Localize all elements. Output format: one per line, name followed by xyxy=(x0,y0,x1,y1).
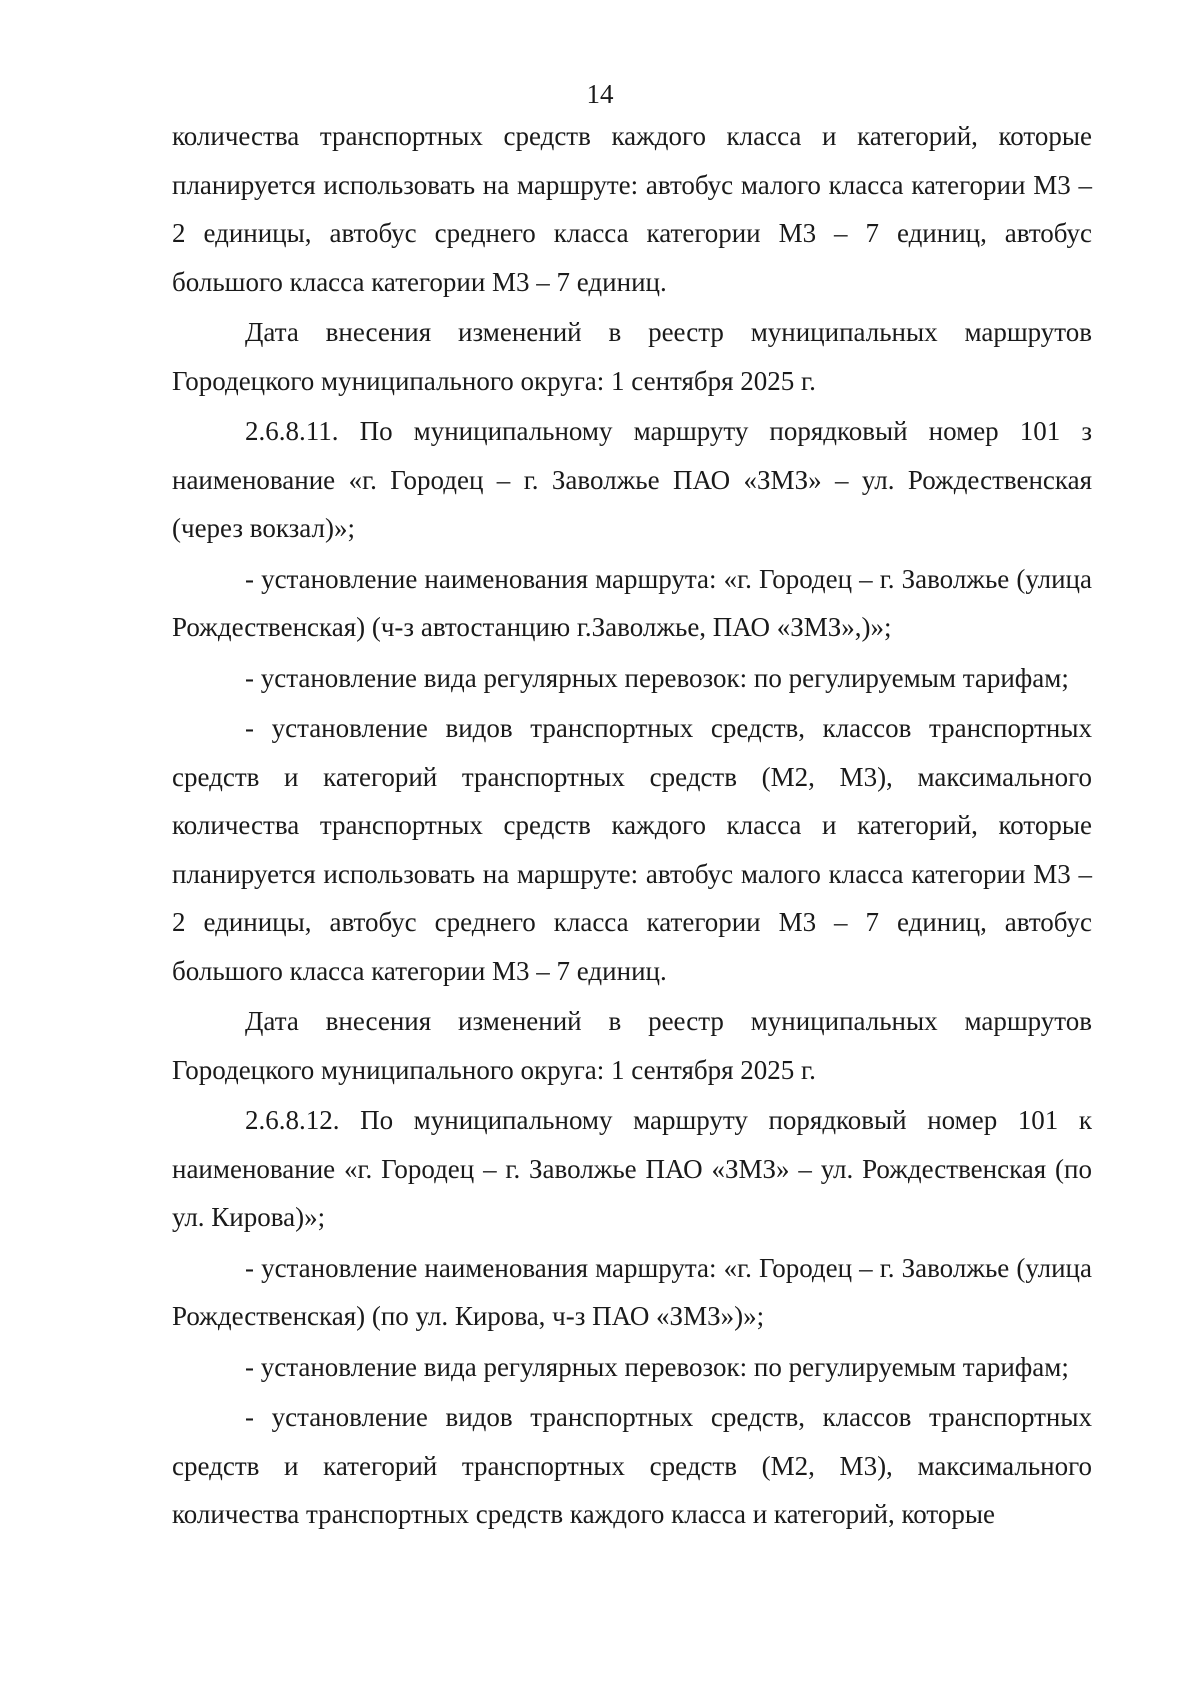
paragraph-registry-date: Дата внесения изменений в реестр муниципальных маршрутов Городецкого муниципального округа: 1 сентября 2025 г. xyxy=(172,1006,1092,1085)
paragraph-transport-type: - установление вида регулярных перевозок: по регулируемым тарифам; xyxy=(245,1351,1069,1382)
paragraph-vehicle-classes: - установление видов транспортных средств, классов транспортных средств и категорий транспортных средств (М2, М3), максимального количества транспортных средств каждого класса и категорий, которые планируется использовать на маршруте: автобус малого класса категории М3 – 2 единицы, автобус среднего класса категории М3 – 7 единиц, автобус большого класса категории М3 – 7 единиц. xyxy=(172,713,1092,986)
paragraph-registry-date: Дата внесения изменений в реестр муниципальных маршрутов Городецкого муниципального округа: 1 сентября 2025 г. xyxy=(172,317,1092,396)
paragraph-section-2-6-8-12: 2.6.8.12. По муниципальному маршруту порядковый номер 101 к наименование «г. Городец – г. Заволжье ПАО «ЗМЗ» – ул. Рождественская (по ул. Кирова)»; xyxy=(172,1105,1092,1232)
page-number: 14 xyxy=(586,79,614,109)
document-body xyxy=(172,112,1092,1541)
paragraph-transport-type: - установление вида регулярных перевозок: по регулируемым тарифам; xyxy=(245,662,1069,693)
paragraph-section-2-6-8-11: 2.6.8.11. По муниципальному маршруту порядковый номер 101 з наименование «г. Городец – г. Заволжье ПАО «ЗМЗ» – ул. Рождественская (через вокзал)»; xyxy=(172,416,1092,543)
paragraph-route-name: - установление наименования маршрута: «г. Городец – г. Заволжье (улица Рождественская) (ч-з автостанцию г.Заволжье, ПАО «ЗМЗ»,)»; xyxy=(172,563,1092,642)
paragraph-continuation: количества транспортных средств каждого класса и категорий, которые планируется использовать на маршруте: автобус малого класса категории М3 – 2 единицы, автобус среднего класса категории М3 – 7 единиц, автобус большого класса категории М3 – 7 единиц. xyxy=(172,121,1092,297)
paragraph-route-name: - установление наименования маршрута: «г. Городец – г. Заволжье (улица Рождественская) (по ул. Кирова, ч-з ПАО «ЗМЗ»)»; xyxy=(172,1252,1092,1331)
paragraph-vehicle-classes: - установление видов транспортных средств, классов транспортных средств и категорий транспортных средств (М2, М3), максимального количества транспортных средств каждого класса и категорий, которые xyxy=(172,1402,1092,1529)
